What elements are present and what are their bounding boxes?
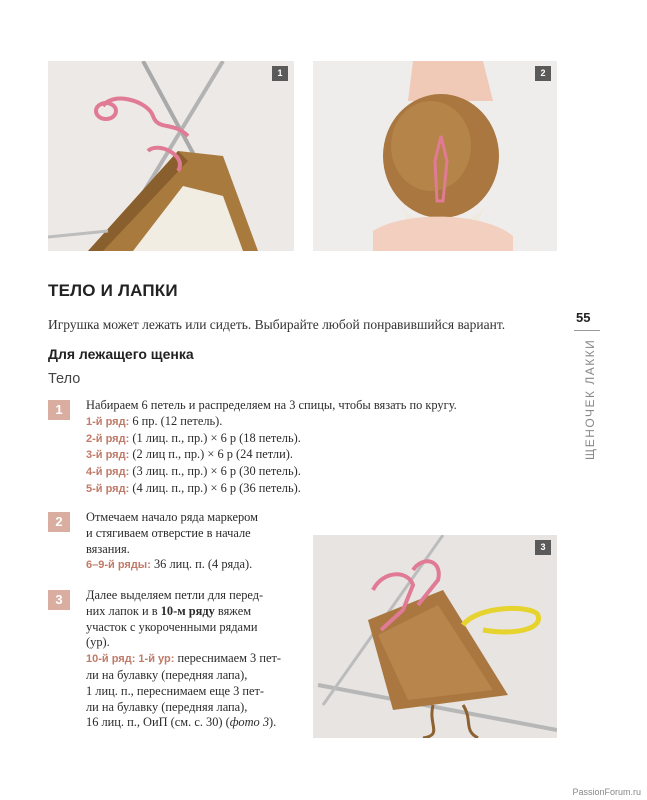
step-3-line: 1 лиц. п., переснимаем еще 3 пет-	[86, 683, 265, 698]
photo-1-number: 1	[272, 66, 288, 81]
step-3-line: ли на булавку (передняя лапа),	[86, 699, 248, 714]
photo-1-knitting	[48, 61, 294, 251]
photo-2-knitting	[313, 61, 557, 251]
step-1-row: 4-й ряд: (3 лиц. п., пр.) × 6 р (30 петель).	[86, 464, 301, 479]
step-2-text	[86, 510, 258, 574]
step-1-row: 1-й ряд: 6 пр. (12 петель).	[86, 413, 223, 428]
step-3-line: них лапок и в 10-м ряду вяжем	[86, 603, 252, 618]
watermark: PassionForum.ru	[572, 787, 641, 797]
step-3-line: ли на булавку (передняя лапа),	[86, 667, 248, 682]
step-3-line: (ур).	[86, 635, 110, 650]
section-title: ТЕЛО И ЛАПКИ	[48, 281, 178, 300]
step-3-badge: 3	[48, 590, 70, 610]
step-1-text	[86, 398, 457, 498]
step-1-row: 3-й ряд: (2 лиц п., пр.) × 6 р (24 петли).	[86, 447, 293, 462]
subsubheading: Тело	[48, 371, 81, 387]
side-title	[583, 338, 597, 460]
step-2-line: Отмечаем начало ряда маркером	[86, 510, 258, 524]
photo-3-number: 3	[535, 540, 551, 555]
step-3-line: участок с укороченными рядами	[86, 619, 258, 634]
side-title-text: ЩЕНОЧЕК ЛАККИ	[583, 338, 597, 460]
step-1-row: 2-й ряд: (1 лиц. п., пр.) × 6 р (18 петель).	[86, 430, 301, 445]
step-2-line: и стягиваем отверстие в начале	[86, 525, 251, 540]
photo-2	[313, 61, 557, 251]
step-1-badge: 1	[48, 400, 70, 420]
step-2-row: 6–9-й ряды: 36 лиц. п. (4 ряда).	[86, 557, 253, 572]
photo-2-number: 2	[535, 66, 551, 81]
step-2-line: вязания.	[86, 541, 130, 556]
step-3-line: Далее выделяем петли для перед-	[86, 588, 264, 602]
photo-3	[313, 535, 557, 738]
step-3-line: 16 лиц. п., ОиП (см. с. 30) (фото 3).	[86, 715, 277, 730]
step-1-line: Набираем 6 петель и распределяем на 3 спицы, чтобы вязать по кругу.	[86, 398, 457, 412]
intro-text: Игрушка может лежать или сидеть. Выбирайте любой понравившийся вариант.	[48, 317, 506, 332]
step-2-badge: 2	[48, 512, 70, 532]
step-1-row: 5-й ряд: (4 лиц. п., пр.) × 6 р (36 петель).	[86, 480, 301, 495]
step-3-text	[86, 588, 281, 731]
photo-3-knitting	[313, 535, 557, 738]
page-number-rule	[574, 330, 600, 331]
page-number: 55	[576, 310, 591, 325]
photo-1	[48, 61, 294, 251]
step-3-row: 10-й ряд: 1-й ур: переснимаем 3 пет-	[86, 651, 282, 666]
subheading: Для лежащего щенка	[48, 346, 194, 362]
